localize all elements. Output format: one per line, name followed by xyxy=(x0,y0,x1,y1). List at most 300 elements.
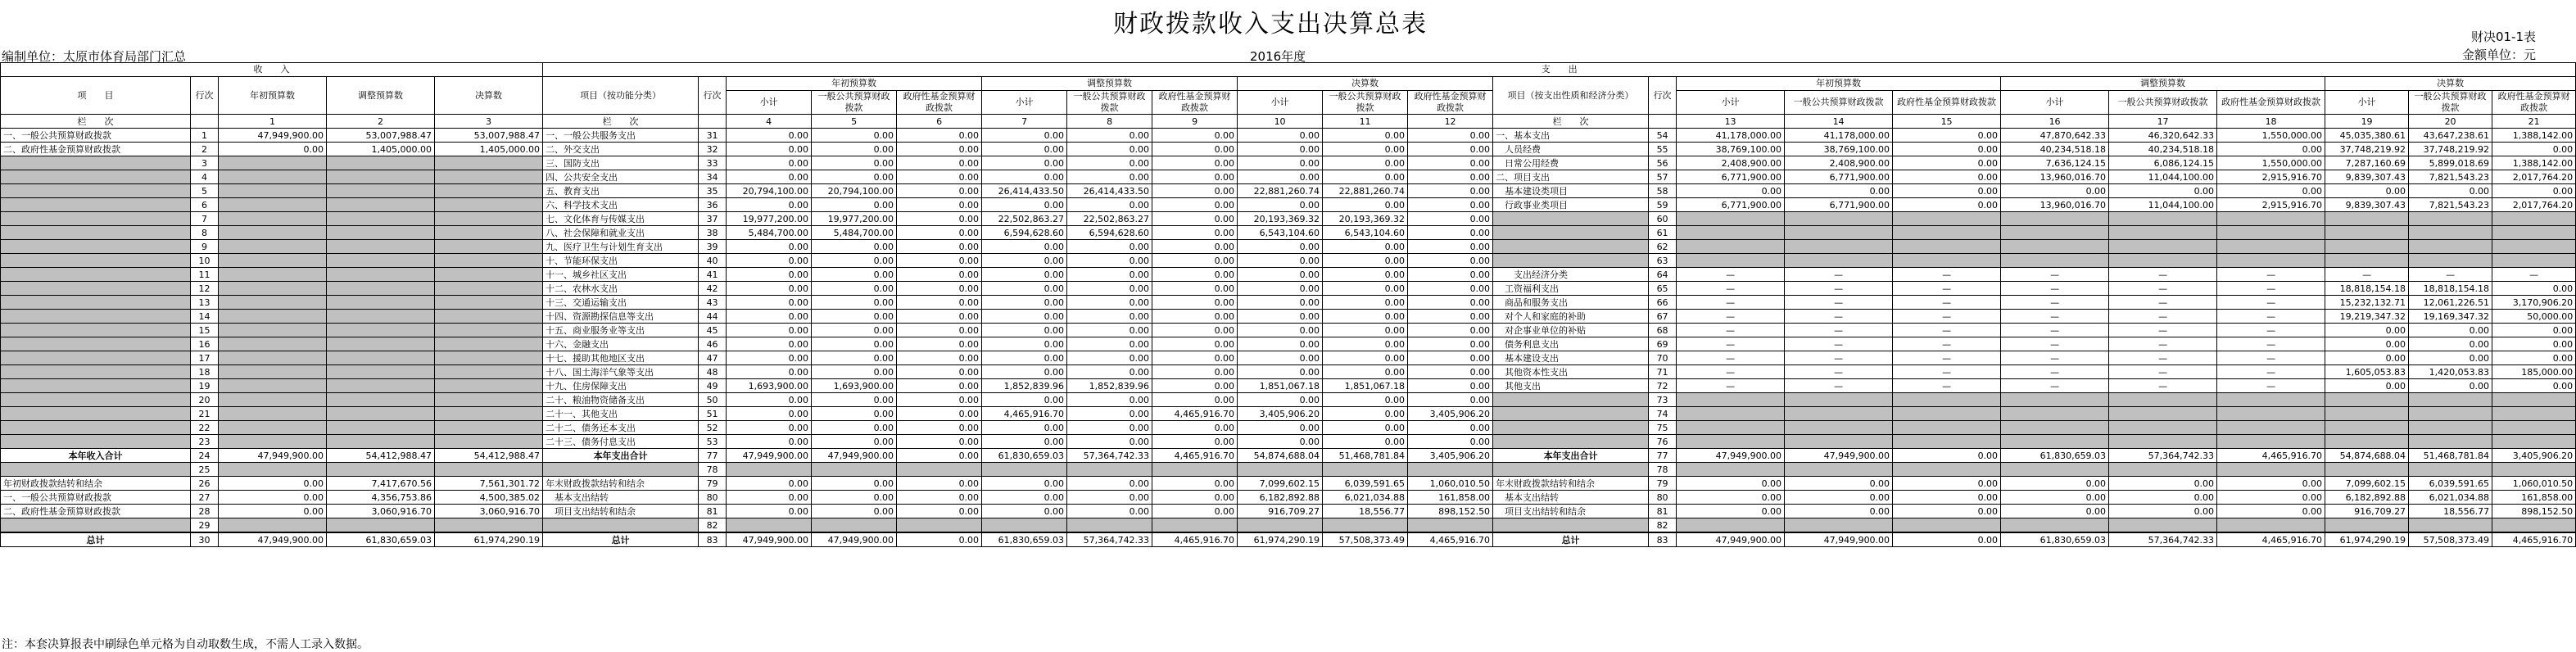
econ-expense-amount: 0.00 xyxy=(2217,143,2325,156)
func-expense-amount: 3,405,906.20 xyxy=(1408,449,1493,463)
econ-expense-amount: 40,234,518.18 xyxy=(2109,143,2217,156)
func-expense-amount: 0.00 xyxy=(1152,198,1238,212)
func-expense-amount: 0.00 xyxy=(1152,212,1238,226)
income-amount: 7,561,301.72 xyxy=(435,477,543,491)
table-row xyxy=(1,337,2576,351)
econ-expense-amount: — xyxy=(1893,324,2001,337)
column-number: 12 xyxy=(1408,115,1493,129)
income-amount: 53,007,988.47 xyxy=(327,129,435,143)
func-expense-amount: 0.00 xyxy=(1067,282,1152,296)
econ-expense-amount: — xyxy=(1893,282,2001,296)
econ-expense-amount: — xyxy=(2109,365,2217,379)
table-row xyxy=(1,282,2576,296)
func-expense-amount: 0.00 xyxy=(897,435,982,449)
func-expense-amount: 26,414,433.50 xyxy=(982,184,1067,198)
econ-expense-amount: — xyxy=(1785,365,1893,379)
econ-expense-amount: 37,748,219.92 xyxy=(2325,143,2409,156)
econ-expense-amount xyxy=(2001,518,2109,533)
econ-expense-amount xyxy=(1785,212,1893,226)
func-expense-amount: 4,465,916.70 xyxy=(1408,532,1493,547)
econ-expense-amount xyxy=(2217,407,2325,421)
econ-expense-amount: 6,021,034.88 xyxy=(2409,491,2492,505)
econ-expense-amount: — xyxy=(1677,310,1785,324)
econ-expense-label: 基本建设类项目 xyxy=(1493,184,1649,198)
begin-budget-header: 年初预算数 xyxy=(727,77,982,91)
econ-expense-amount xyxy=(2492,393,2576,407)
column-number-row xyxy=(1,115,2576,129)
econ-expense-amount: 6,182,892.88 xyxy=(2325,491,2409,505)
fund-budget-header: 政府性基金预算财政拨款 xyxy=(1893,91,2001,115)
econ-expense-amount: — xyxy=(2001,337,2109,351)
income-item-label xyxy=(1,463,191,477)
econ-expense-amount: 1,388,142.00 xyxy=(2492,156,2576,170)
econ-expense-amount xyxy=(2001,407,2109,421)
econ-expense-amount xyxy=(1893,393,2001,407)
line-number: 79 xyxy=(1649,477,1677,491)
income-amount xyxy=(435,170,543,184)
lanci-label: 栏 次 xyxy=(1,115,191,129)
econ-expense-amount: — xyxy=(1785,296,1893,310)
func-expense-amount: 47,949,900.00 xyxy=(727,532,812,547)
func-expense-amount: 0.00 xyxy=(897,170,982,184)
line-number: 55 xyxy=(1649,143,1677,156)
econ-expense-amount xyxy=(2109,393,2217,407)
econ-expense-amount: 0.00 xyxy=(1893,184,2001,198)
econ-expense-amount: 0.00 xyxy=(2109,184,2217,198)
econ-expense-amount: 0.00 xyxy=(1785,491,1893,505)
income-amount: 1,405,000.00 xyxy=(435,143,543,156)
func-expense-label: 基本支出结转 xyxy=(543,491,699,505)
econ-expense-amount: 0.00 xyxy=(1893,143,2001,156)
income-amount xyxy=(219,170,327,184)
column-number: 7 xyxy=(982,115,1067,129)
table-row xyxy=(1,449,2576,463)
lanci-label: 栏 次 xyxy=(1493,115,1649,129)
table-row xyxy=(1,198,2576,212)
econ-expense-amount: 1,605,053.83 xyxy=(2325,365,2409,379)
line-number: 73 xyxy=(1649,393,1677,407)
func-expense-amount xyxy=(812,463,897,477)
func-expense-amount: 0.00 xyxy=(897,491,982,505)
line-number: 25 xyxy=(191,463,219,477)
income-item-label xyxy=(1,170,191,184)
fund-budget-header: 政府性基金预算财政拨款 xyxy=(1152,91,1238,115)
income-amount xyxy=(327,393,435,407)
income-amount xyxy=(327,296,435,310)
econ-expense-amount xyxy=(2109,212,2217,226)
econ-expense-amount xyxy=(2217,421,2325,435)
func-expense-amount: 20,193,369.32 xyxy=(1323,212,1408,226)
func-expense-amount: 0.00 xyxy=(1152,170,1238,184)
line-header: 行次 xyxy=(699,77,727,115)
line-number: 62 xyxy=(1649,240,1677,254)
econ-expense-amount xyxy=(1893,254,2001,268)
income-amount: 61,830,659.03 xyxy=(327,532,435,547)
func-expense-amount: 0.00 xyxy=(1323,393,1408,407)
func-expense-amount xyxy=(1238,518,1323,533)
line-number-cell xyxy=(699,115,727,129)
income-amount xyxy=(327,212,435,226)
econ-expense-amount: 1,420,053.83 xyxy=(2409,365,2492,379)
econ-expense-amount: 0.00 xyxy=(2109,491,2217,505)
line-number: 81 xyxy=(699,505,727,518)
econ-expense-amount xyxy=(1893,435,2001,449)
income-item-label xyxy=(1,310,191,324)
func-expense-amount: 18,556.77 xyxy=(1323,505,1408,518)
func-expense-amount: 0.00 xyxy=(982,170,1067,184)
func-expense-amount: 0.00 xyxy=(727,268,812,282)
income-item-label xyxy=(1,393,191,407)
func-expense-amount: 0.00 xyxy=(1238,337,1323,351)
general-budget-header: 一般公共预算财政拨款 xyxy=(812,91,897,115)
income-item-label xyxy=(1,282,191,296)
econ-expense-amount xyxy=(1785,407,1893,421)
econ-expense-amount xyxy=(2325,518,2409,533)
econ-expense-amount: 47,870,642.33 xyxy=(2001,129,2109,143)
func-expense-amount xyxy=(1323,463,1408,477)
econ-expense-amount: 0.00 xyxy=(2492,324,2576,337)
income-amount xyxy=(327,226,435,240)
econ-item-header: 项目（按支出性质和经济分类） xyxy=(1493,77,1649,115)
line-number: 10 xyxy=(191,254,219,268)
econ-expense-amount: 0.00 xyxy=(2325,351,2409,365)
econ-expense-amount: 18,818,154.18 xyxy=(2325,282,2409,296)
func-expense-amount: 0.00 xyxy=(1152,143,1238,156)
line-number: 30 xyxy=(191,532,219,547)
line-number: 69 xyxy=(1649,337,1677,351)
func-expense-amount: 0.00 xyxy=(812,296,897,310)
line-number: 76 xyxy=(1649,435,1677,449)
income-item-label: 二、政府性基金预算财政拨款 xyxy=(1,505,191,518)
func-expense-amount: 20,794,100.00 xyxy=(812,184,897,198)
line-number: 37 xyxy=(699,212,727,226)
econ-expense-amount: 0.00 xyxy=(1893,156,2001,170)
econ-expense-amount xyxy=(1677,407,1785,421)
adjusted-budget-header: 调整预算数 xyxy=(2001,77,2325,91)
econ-expense-amount: 0.00 xyxy=(2492,379,2576,393)
econ-expense-amount: 47,949,900.00 xyxy=(1785,449,1893,463)
func-expense-amount: 0.00 xyxy=(897,421,982,435)
econ-expense-amount: — xyxy=(2001,351,2109,365)
func-expense-amount: 0.00 xyxy=(727,156,812,170)
econ-expense-amount: — xyxy=(2217,337,2325,351)
func-expense-amount: 61,974,290.19 xyxy=(1238,532,1323,547)
income-amount xyxy=(435,518,543,533)
func-expense-amount: 0.00 xyxy=(1323,365,1408,379)
func-expense-amount: 5,484,700.00 xyxy=(727,226,812,240)
footnote: 注：本套决算报表中刷绿色单元格为自动取数生成，不需人工录入数据。 xyxy=(2,638,369,651)
column-number: 11 xyxy=(1323,115,1408,129)
econ-expense-amount: — xyxy=(1893,351,2001,365)
econ-expense-amount: — xyxy=(2109,379,2217,393)
func-expense-amount: 0.00 xyxy=(1408,198,1493,212)
line-number: 67 xyxy=(1649,310,1677,324)
econ-expense-label: 债务利息支出 xyxy=(1493,337,1649,351)
econ-expense-amount: — xyxy=(2217,296,2325,310)
func-expense-amount: 0.00 xyxy=(1067,351,1152,365)
func-expense-amount: 0.00 xyxy=(1238,310,1323,324)
func-expense-amount: 0.00 xyxy=(812,407,897,421)
econ-expense-amount: 11,044,100.00 xyxy=(2109,170,2217,184)
func-expense-amount: 0.00 xyxy=(1152,240,1238,254)
econ-expense-amount: 0.00 xyxy=(2492,282,2576,296)
econ-expense-amount: 0.00 xyxy=(2409,351,2492,365)
econ-expense-amount: 37,748,219.92 xyxy=(2409,143,2492,156)
econ-expense-amount xyxy=(2409,212,2492,226)
func-expense-amount: 0.00 xyxy=(982,282,1067,296)
table-row xyxy=(1,240,2576,254)
table-row xyxy=(1,491,2576,505)
income-amount xyxy=(327,156,435,170)
econ-expense-amount: 2,408,900.00 xyxy=(1677,156,1785,170)
func-expense-amount: 22,502,863.27 xyxy=(1067,212,1152,226)
income-item-label xyxy=(1,351,191,365)
func-expense-label: 十九、住房保障支出 xyxy=(543,379,699,393)
func-expense-amount: 0.00 xyxy=(1408,254,1493,268)
func-expense-amount: 6,182,892.88 xyxy=(1238,491,1323,505)
econ-expense-label: 工资福利支出 xyxy=(1493,282,1649,296)
econ-expense-amount xyxy=(1677,421,1785,435)
income-amount xyxy=(219,407,327,421)
func-expense-label: 十一、城乡社区支出 xyxy=(543,268,699,282)
line-number: 60 xyxy=(1649,212,1677,226)
func-expense-amount: 0.00 xyxy=(982,143,1067,156)
econ-expense-amount: 61,974,290.19 xyxy=(2325,532,2409,547)
econ-expense-amount: 18,818,154.18 xyxy=(2409,282,2492,296)
econ-expense-amount xyxy=(2409,226,2492,240)
econ-expense-amount xyxy=(2325,407,2409,421)
func-expense-amount: 0.00 xyxy=(812,143,897,156)
econ-expense-amount: 0.00 xyxy=(2109,477,2217,491)
func-expense-amount xyxy=(727,463,812,477)
func-expense-amount: 0.00 xyxy=(982,505,1067,518)
econ-expense-amount: 2,408,900.00 xyxy=(1785,156,1893,170)
table-body xyxy=(1,63,2576,547)
func-expense-amount: 1,852,839.96 xyxy=(1067,379,1152,393)
func-expense-amount: 0.00 xyxy=(727,365,812,379)
func-expense-amount: 0.00 xyxy=(1152,435,1238,449)
func-expense-amount: 0.00 xyxy=(897,324,982,337)
econ-expense-label xyxy=(1493,226,1649,240)
income-amount xyxy=(219,268,327,282)
econ-expense-label: 对企事业单位的补贴 xyxy=(1493,324,1649,337)
income-amount: 7,417,670.56 xyxy=(327,477,435,491)
income-amount xyxy=(219,296,327,310)
func-expense-amount: 0.00 xyxy=(1067,477,1152,491)
econ-expense-label: 基本支出结转 xyxy=(1493,491,1649,505)
func-expense-amount: 0.00 xyxy=(727,477,812,491)
econ-expense-amount: 15,232,132.71 xyxy=(2325,296,2409,310)
income-header: 收 入 xyxy=(1,63,543,77)
func-expense-amount: 0.00 xyxy=(727,351,812,365)
income-amount: 47,949,900.00 xyxy=(219,532,327,547)
econ-expense-amount xyxy=(1785,254,1893,268)
econ-expense-amount xyxy=(1785,226,1893,240)
line-number: 23 xyxy=(191,435,219,449)
income-amount xyxy=(435,310,543,324)
func-expense-amount xyxy=(1152,518,1238,533)
econ-expense-amount: 0.00 xyxy=(1677,184,1785,198)
econ-expense-label: 行政事业类项目 xyxy=(1493,198,1649,212)
line-number: 43 xyxy=(699,296,727,310)
income-amount xyxy=(219,518,327,533)
income-item-label xyxy=(1,254,191,268)
func-item-header: 项目（按功能分类） xyxy=(543,77,699,115)
line-number: 19 xyxy=(191,379,219,393)
econ-expense-amount: — xyxy=(1677,379,1785,393)
func-expense-amount: 22,881,260.74 xyxy=(1238,184,1323,198)
income-item-label xyxy=(1,184,191,198)
func-expense-label: 一、一般公共服务支出 xyxy=(543,129,699,143)
econ-expense-amount: — xyxy=(1785,379,1893,393)
table-row xyxy=(1,268,2576,282)
line-number: 27 xyxy=(191,491,219,505)
func-expense-amount: 61,830,659.03 xyxy=(982,449,1067,463)
func-expense-amount: 1,693,900.00 xyxy=(812,379,897,393)
func-expense-amount: 0.00 xyxy=(1323,198,1408,212)
econ-expense-amount: — xyxy=(2217,282,2325,296)
econ-expense-amount xyxy=(1677,435,1785,449)
income-amount xyxy=(219,156,327,170)
func-expense-amount: 0.00 xyxy=(982,268,1067,282)
econ-expense-label: 二、项目支出 xyxy=(1493,170,1649,184)
func-expense-amount: 47,949,900.00 xyxy=(727,449,812,463)
func-expense-amount: 0.00 xyxy=(982,421,1067,435)
table-row xyxy=(1,143,2576,156)
econ-expense-amount: 0.00 xyxy=(1893,505,2001,518)
econ-expense-amount: 7,821,543.23 xyxy=(2409,170,2492,184)
econ-expense-amount xyxy=(1893,240,2001,254)
general-budget-header: 一般公共预算财政拨款 xyxy=(2409,91,2492,115)
func-expense-amount: 0.00 xyxy=(1152,129,1238,143)
income-amount xyxy=(435,226,543,240)
econ-expense-amount xyxy=(2492,212,2576,226)
func-expense-amount: 0.00 xyxy=(812,477,897,491)
econ-expense-label xyxy=(1493,254,1649,268)
econ-expense-amount: 0.00 xyxy=(1677,491,1785,505)
income-amount xyxy=(435,393,543,407)
econ-expense-amount: 6,771,900.00 xyxy=(1785,170,1893,184)
econ-expense-amount xyxy=(2109,240,2217,254)
func-expense-amount: 0.00 xyxy=(812,282,897,296)
line-number: 82 xyxy=(1649,518,1677,533)
func-expense-amount: 0.00 xyxy=(727,421,812,435)
func-expense-amount: 0.00 xyxy=(897,143,982,156)
econ-expense-amount: 0.00 xyxy=(2492,184,2576,198)
table-row xyxy=(1,296,2576,310)
func-expense-label xyxy=(543,463,699,477)
table-row xyxy=(1,310,2576,324)
func-expense-amount: 0.00 xyxy=(1408,240,1493,254)
func-expense-amount: 0.00 xyxy=(897,129,982,143)
econ-expense-amount: — xyxy=(2109,351,2217,365)
econ-expense-amount: 9,839,307.43 xyxy=(2325,198,2409,212)
econ-expense-amount: — xyxy=(1893,310,2001,324)
func-expense-amount: 0.00 xyxy=(1067,240,1152,254)
general-budget-header: 一般公共预算财政拨款 xyxy=(1785,91,1893,115)
fund-budget-header: 政府性基金预算财政拨款 xyxy=(897,91,982,115)
line-number: 56 xyxy=(1649,156,1677,170)
org-label: 编制单位：太原市体育局部门汇总 xyxy=(2,49,187,64)
econ-expense-amount xyxy=(1893,463,2001,477)
func-expense-amount: 0.00 xyxy=(1067,393,1152,407)
econ-expense-amount: 18,556.77 xyxy=(2409,505,2492,518)
income-amount: 3,060,916.70 xyxy=(327,505,435,518)
func-expense-amount: 0.00 xyxy=(1238,435,1323,449)
func-expense-amount: 57,508,373.49 xyxy=(1323,532,1408,547)
income-amount xyxy=(435,435,543,449)
econ-expense-amount xyxy=(2217,435,2325,449)
econ-expense-amount: — xyxy=(2109,268,2217,282)
econ-expense-amount xyxy=(2325,254,2409,268)
income-amount xyxy=(327,268,435,282)
econ-expense-amount: 3,405,906.20 xyxy=(2492,449,2576,463)
lanci-label: 栏 次 xyxy=(543,115,699,129)
econ-expense-amount: 51,468,781.84 xyxy=(2409,449,2492,463)
econ-expense-amount: — xyxy=(1785,310,1893,324)
econ-expense-label: 本年支出合计 xyxy=(1493,449,1649,463)
econ-expense-amount: — xyxy=(1893,268,2001,282)
func-expense-amount: 0.00 xyxy=(897,226,982,240)
func-expense-amount: 0.00 xyxy=(1408,393,1493,407)
func-expense-amount: 0.00 xyxy=(727,337,812,351)
econ-expense-amount: 4,465,916.70 xyxy=(2217,532,2325,547)
econ-expense-label xyxy=(1493,463,1649,477)
line-number: 81 xyxy=(1649,505,1677,518)
func-expense-amount: 0.00 xyxy=(1152,379,1238,393)
func-expense-amount: 0.00 xyxy=(897,282,982,296)
econ-expense-amount: 0.00 xyxy=(1785,477,1893,491)
econ-expense-amount xyxy=(1893,421,2001,435)
econ-expense-amount: — xyxy=(2492,268,2576,282)
econ-expense-amount: — xyxy=(1785,337,1893,351)
func-expense-amount: 0.00 xyxy=(897,296,982,310)
func-expense-amount: 0.00 xyxy=(1067,129,1152,143)
func-expense-amount: 0.00 xyxy=(727,240,812,254)
column-number: 9 xyxy=(1152,115,1238,129)
line-number: 51 xyxy=(699,407,727,421)
income-amount xyxy=(219,226,327,240)
econ-expense-amount: 19,219,347.32 xyxy=(2325,310,2409,324)
func-expense-label: 十八、国土海洋气象等支出 xyxy=(543,365,699,379)
econ-expense-amount xyxy=(1677,393,1785,407)
item-header: 项 目 xyxy=(1,77,191,115)
func-expense-amount: 0.00 xyxy=(812,421,897,435)
income-amount xyxy=(435,254,543,268)
func-expense-amount: 0.00 xyxy=(1152,268,1238,282)
table-row xyxy=(1,129,2576,143)
econ-expense-amount: 1,060,010.50 xyxy=(2492,477,2576,491)
econ-expense-amount xyxy=(2109,435,2217,449)
line-number: 79 xyxy=(699,477,727,491)
econ-expense-amount: — xyxy=(1677,337,1785,351)
econ-expense-label: 对个人和家庭的补助 xyxy=(1493,310,1649,324)
income-amount: 53,007,988.47 xyxy=(435,129,543,143)
econ-expense-amount: — xyxy=(1893,296,2001,310)
func-expense-amount: 0.00 xyxy=(897,393,982,407)
func-expense-amount: 0.00 xyxy=(897,532,982,547)
fund-budget-header: 政府性基金预算财政拨款 xyxy=(1408,91,1493,115)
year-label: 2016年度 xyxy=(1250,49,1306,64)
income-item-label xyxy=(1,156,191,170)
line-number: 64 xyxy=(1649,268,1677,282)
income-amount xyxy=(327,463,435,477)
econ-expense-amount: — xyxy=(1785,282,1893,296)
func-expense-amount: 0.00 xyxy=(1067,337,1152,351)
line-header: 行次 xyxy=(1649,77,1677,115)
func-expense-amount: 0.00 xyxy=(727,129,812,143)
econ-expense-label xyxy=(1493,435,1649,449)
